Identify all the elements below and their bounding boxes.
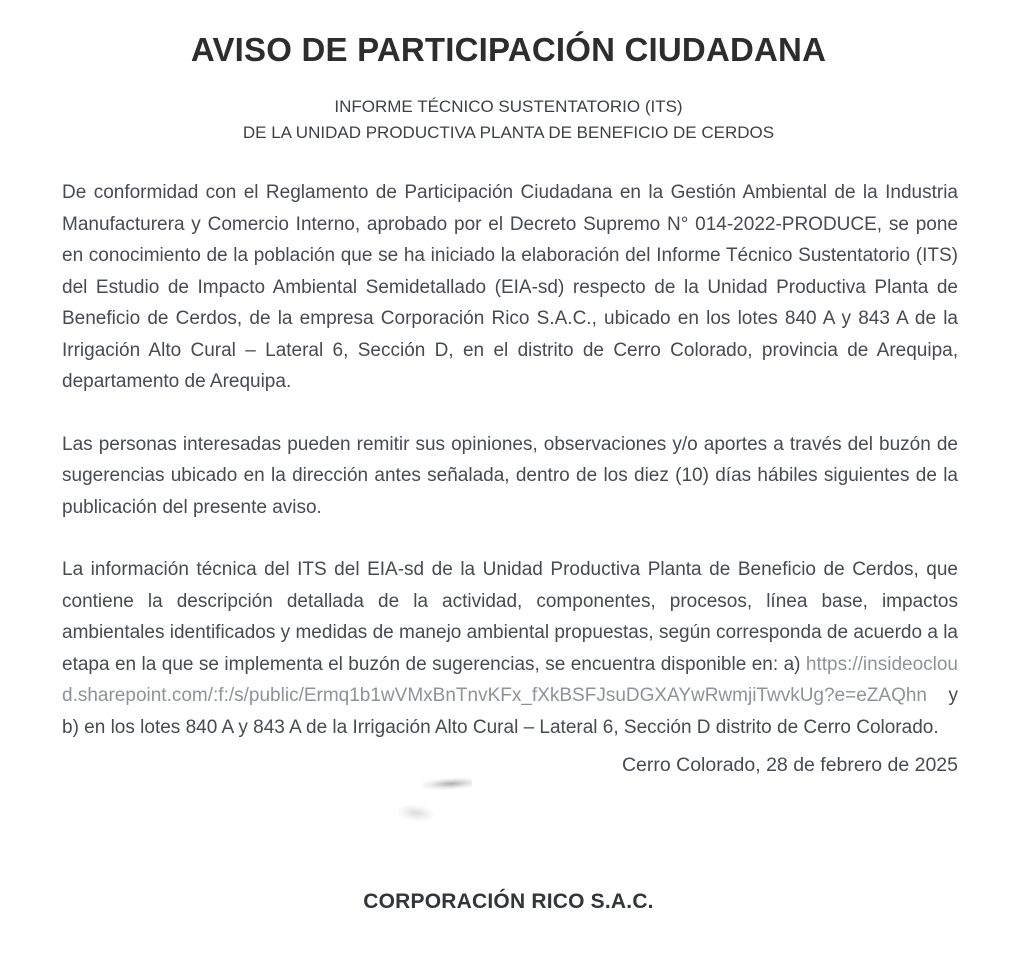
paragraph-availability: [62, 554, 958, 743]
faint-signature-mark-2: [397, 803, 434, 823]
notice-title: AVISO DE PARTICIPACIÓN CIUDADANA: [190, 31, 827, 68]
notice-body: [62, 177, 958, 782]
paragraph-regulation-intro: De conformidad con el Reglamento de Participación Ciudadana en la Gestión Ambiental de la Industria Manufacturera y Comercio Interno, aprobado por el Decreto Supremo N° 014-2022-PRODUCE, se pone en conocimiento de la población que se ha iniciado la elaboración del Informe Técnico Sustentatorio (ITS) del Estudio de Impacto Ambiental Semidetallado (EIA-sd) respecto de la Unidad Productiva Planta de Beneficio de Cerdos, de la empresa Corporación Rico S.A.C., ubicado en los lotes 840 A y 843 A de la Irrigación Alto Cural – Lateral 6, Sección D, en el distrito de Cerro Colorado, provincia de Arequipa, departamento de Arequipa.: [62, 182, 958, 392]
company-signature: CORPORACIÓN RICO S.A.C.: [363, 890, 654, 913]
notice-subtitle-line1: INFORME TÉCNICO SUSTENTATORIO (ITS): [334, 97, 683, 116]
sharepoint-url-text: https://insideocloud.sharepoint.com/:f:/s/public/Ermq1b1wVMxBnTnvKFx_fXkBSFJsuDGXAYwRwmjiTwvkUg?e=eZAQhn: [62, 653, 958, 706]
availability-text-after-link: y b) en los lotes 840 A y 843 A de la Irrigación Alto Cural – Lateral 6, Sección D distrito de Cerro Colorado.: [62, 685, 958, 738]
availability-text-before-link: La información técnica del ITS del EIA-sd de la Unidad Productiva Planta de Beneficio de Cerdos, que contiene la descripción detallada de la actividad, componentes, procesos, línea base, impactos ambientales identificados y medidas de manejo ambiental propuestas, según corresponda de acuerdo a la etapa en la que se implementa el buzón de sugerencias, se encuentra disponible en: a): [62, 559, 958, 675]
notice-subtitle-line2: DE LA UNIDAD PRODUCTIVA PLANTA DE BENEFICIO DE CERDOS: [242, 123, 775, 142]
paragraph-suggestion-box: Las personas interesadas pueden remitir sus opiniones, observaciones y/o aportes a través del buzón de sugerencias ubicado en la dirección antes señalada, dentro de los diez (10) días hábiles siguientes de la publicación del presente aviso.: [62, 433, 958, 518]
dateline: Cerro Colorado, 28 de febrero de 2025: [621, 754, 958, 776]
